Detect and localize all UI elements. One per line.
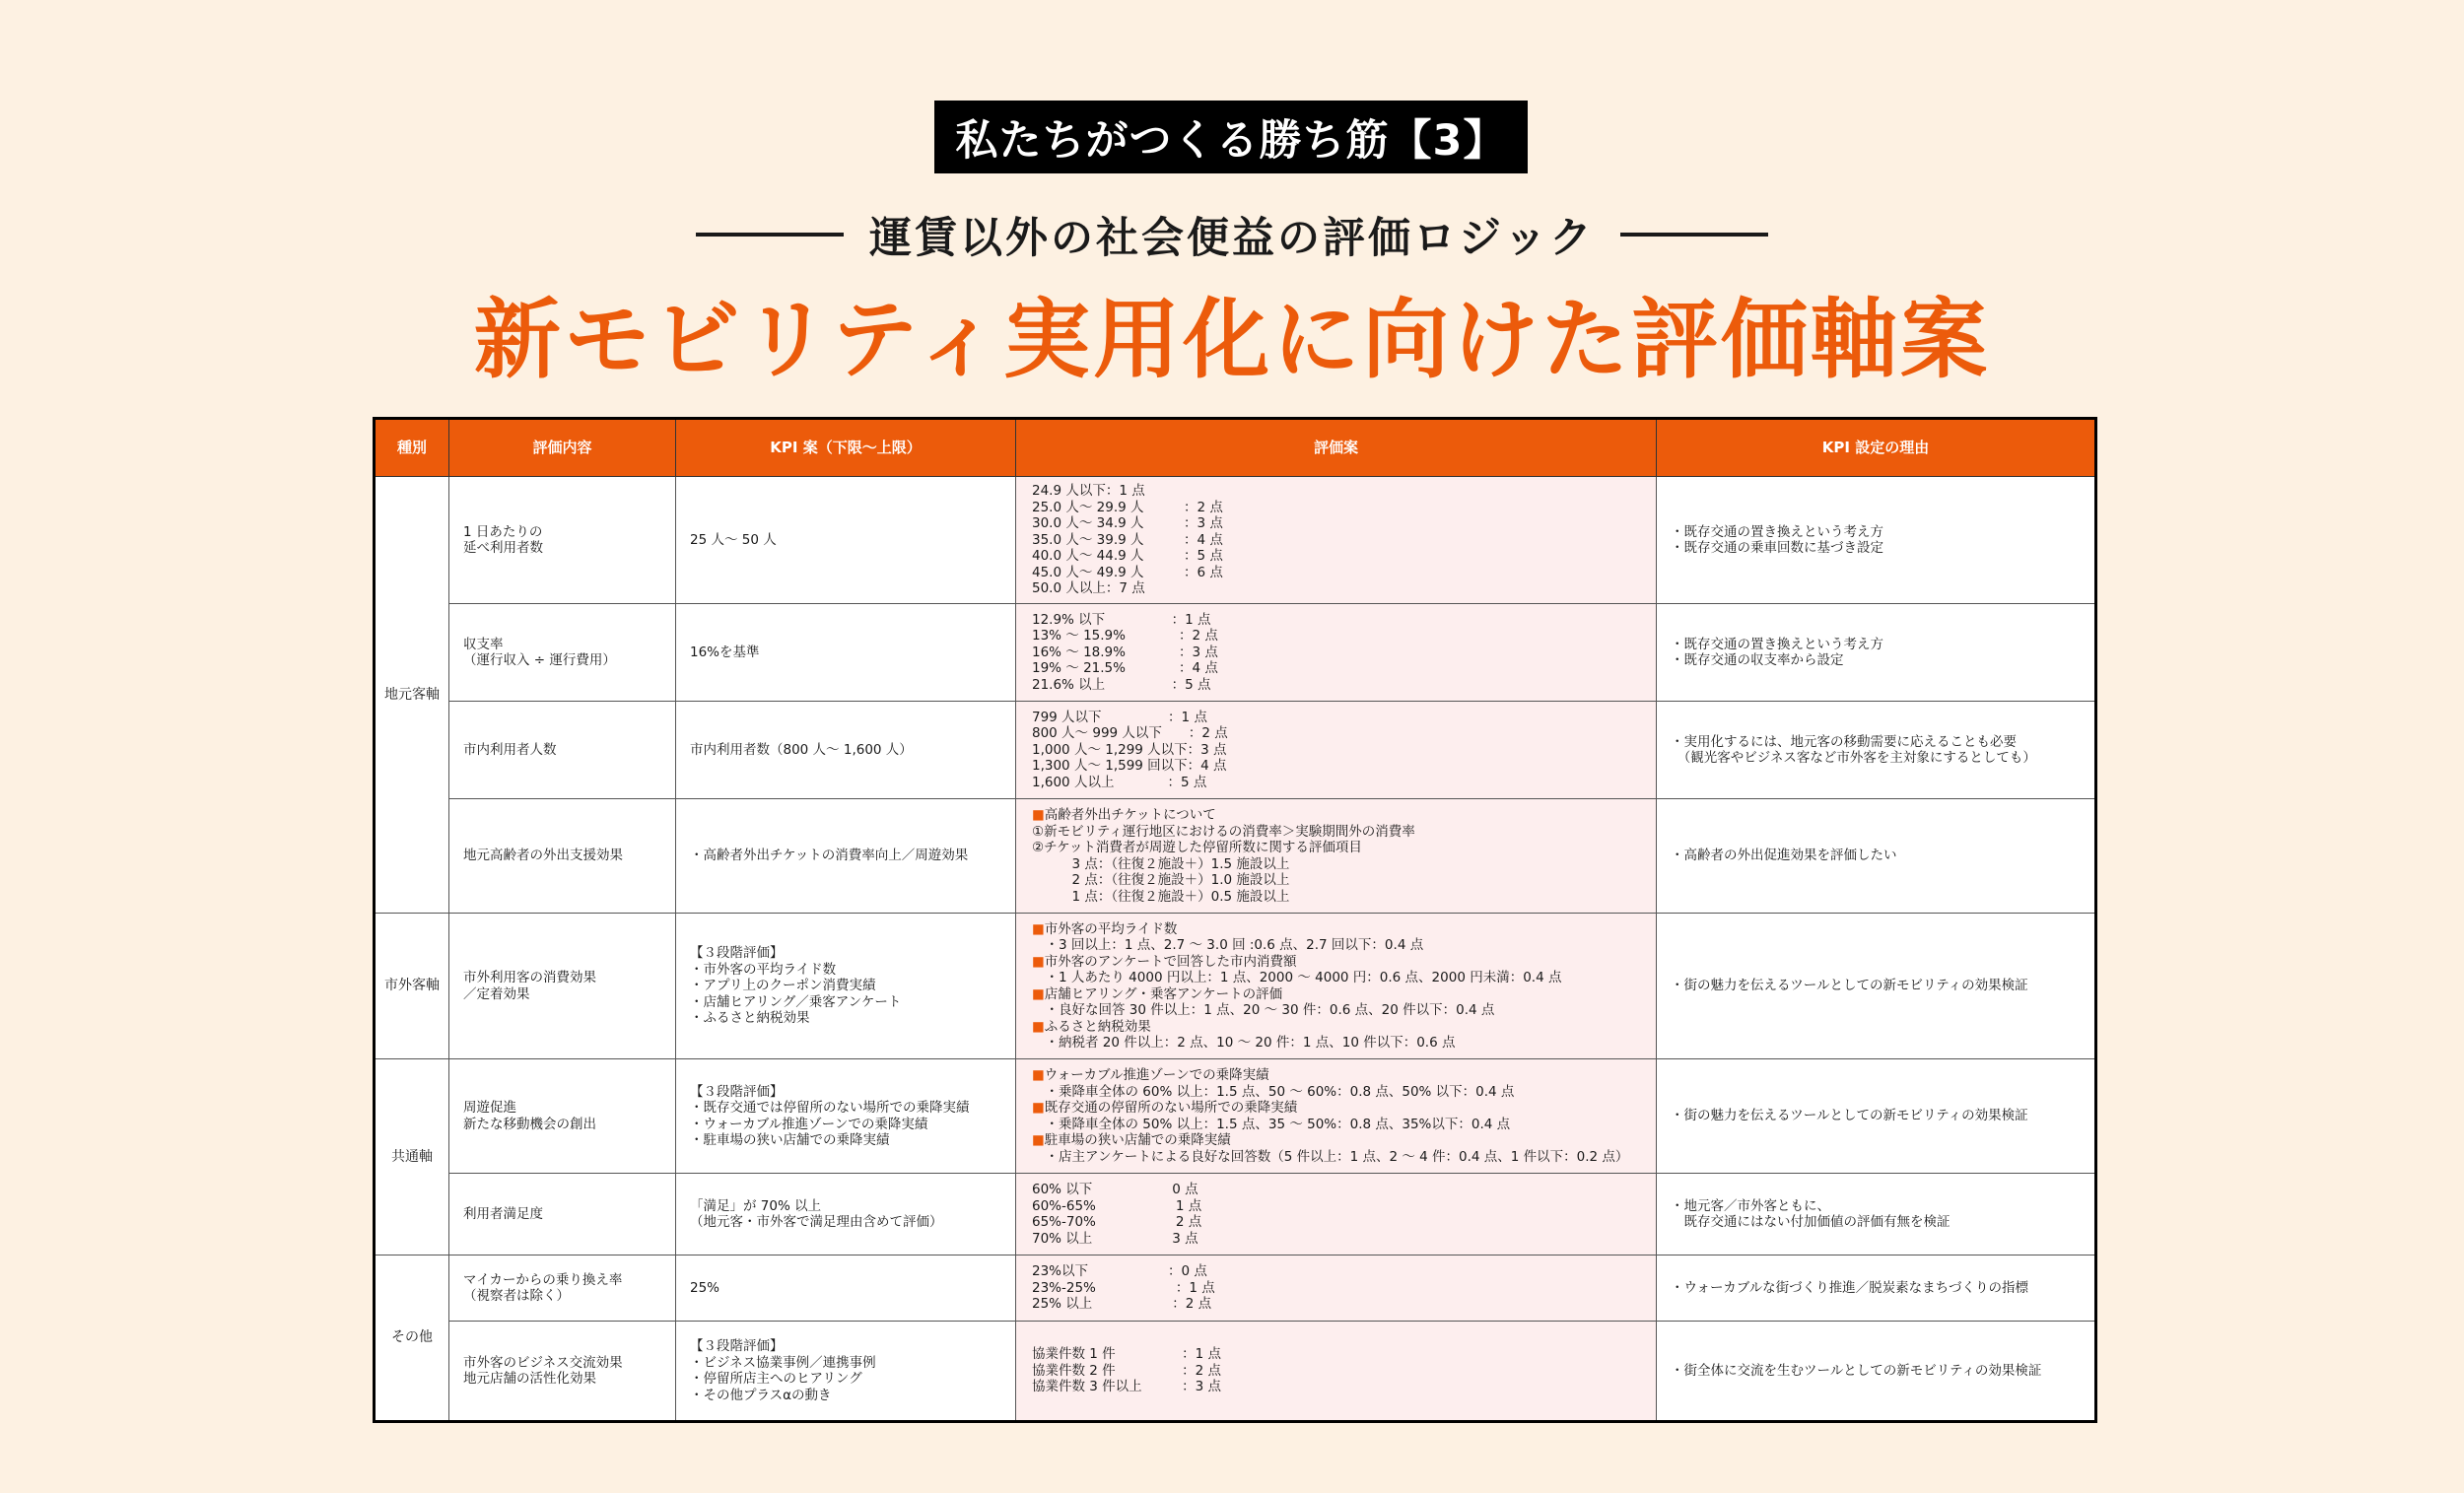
reason-cell: ・ウォーカブルな街づくり推進／脱炭素なまちづくりの指標 — [1657, 1255, 2096, 1322]
table-row — [375, 1059, 2096, 1174]
square-bullet-icon: ■ — [1032, 1067, 1045, 1083]
kpi-cell: ・高齢者外出チケットの消費率向上／周遊効果 — [676, 799, 1016, 914]
header-kpi: KPI 案（下限〜上限） — [676, 419, 1016, 477]
square-bullet-icon: ■ — [1032, 807, 1045, 823]
reason-cell: ・実用化するには、地元客の移動需要に応えることも必要 （観光客やビジネス客など市外客を主対象にするとしても） — [1657, 702, 2096, 799]
eval-cell: 12.9% 以下 ：1 点 13% 〜 15.9% ：2 点 16% 〜 18.9% ：3 点 19% 〜 21.5% ：4 点 21.6% 以上 ：5 点 — [1016, 604, 1657, 702]
kpi-cell: 【３段階評価】 ・ビジネス協業事例／連携事例 ・停留所店主へのヒアリング ・その他プラスαの動き — [676, 1322, 1016, 1422]
table-row — [375, 702, 2096, 799]
content-cell: 地元高齢者の外出支援効果 — [449, 799, 676, 914]
table-row — [375, 799, 2096, 914]
header-category: 種別 — [375, 419, 449, 477]
header-reason: KPI 設定の理由 — [1657, 419, 2096, 477]
main-title: 新モビリティ実用化に向けた評価軸案 — [473, 289, 1991, 390]
right-rule — [1620, 233, 1768, 237]
kpi-cell: 25% — [676, 1255, 1016, 1322]
section-badge: 私たちがつくる勝ち筋【3】 — [934, 101, 1528, 173]
content-cell: 市内利用者人数 — [449, 702, 676, 799]
reason-cell: ・街の魅力を伝えるツールとしての新モビリティの効果検証 — [1657, 1059, 2096, 1174]
square-bullet-icon: ■ — [1032, 1018, 1045, 1035]
eval-cell: ■高齢者外出チケットについて ①新モビリティ運行地区におけるの消費率＞実験期間外の消費率 ②チケット消費者が周遊した停留所数に関する評価項目 3 点：（往復２施設＋）1.5 施設以上 2 点：（往復２施設＋）1.0 施設以上 1 点：（往復２施設＋）0.5 施設以上 — [1016, 799, 1657, 914]
kpi-cell: 【３段階評価】 ・市外客の平均ライド数 ・アプリ上のクーポン消費実績 ・店舗ヒアリング／乗客アンケート ・ふるさと納税効果 — [676, 914, 1016, 1059]
eval-cell: 協業件数 1 件 ：1 点 協業件数 2 件 ：2 点 協業件数 3 件以上 ：3 点 — [1016, 1322, 1657, 1422]
square-bullet-icon: ■ — [1032, 953, 1045, 970]
kpi-cell: 「満足」が 70% 以上 （地元客・市外客で満足理由含めて評価） — [676, 1174, 1016, 1255]
content-cell: 収支率 （運行収入 ÷ 運行費用） — [449, 604, 676, 702]
table-row — [375, 1174, 2096, 1255]
eval-cell: 24.9 人以下：1 点 25.0 人〜 29.9 人 ：2 点 30.0 人〜 34.9 人 ：3 点 35.0 人〜 39.9 人 ：4 点 40.0 人〜 44.9 人 ：5 点 45.0 人〜 49.9 人 ：6 点 50.0 人以上：7 点 — [1016, 477, 1657, 604]
content-cell: 市外利用客の消費効果 ／定着効果 — [449, 914, 676, 1059]
kpi-cell: 市内利用者数（800 人〜 1,600 人） — [676, 702, 1016, 799]
table-row — [375, 1255, 2096, 1322]
content-cell: 1 日あたりの 延べ利用者数 — [449, 477, 676, 604]
subtitle-row — [680, 205, 1784, 264]
table-row — [375, 1322, 2096, 1422]
eval-cell: ■ウォーカブル推進ゾーンでの乗降実績 ・乗降車全体の 60% 以上：1.5 点、50 〜 60%：0.8 点、50% 以下：0.4 点 ■既存交通の停留所のない場所での乗降実績 ・乗降車全体の 50% 以上：1.5 点、35 〜 50%：0.8 点、35%以下：0.4 点 ■駐車場の狭い店舗での乗降実績 ・店主アンケートによる良好な回答数（5 件以上：1 点、2 〜 4 件：0.4 点、1 件以下：0.2 点） — [1016, 1059, 1657, 1174]
eval-cell: ■市外客の平均ライド数 ・3 回以上：1 点、2.7 〜 3.0 回 :0.6 点、2.7 回以下：0.4 点 ■市外客のアンケートで回答した市内消費額 ・1 人あたり 4000 円以上：1 点、2000 〜 4000 円：0.6 点、2000 円未満：0.4 点 ■店舗ヒアリング・乗客アンケートの評価 ・良好な回答 30 件以上：1 点、20 〜 30 件：0.6 点、20 件以下：0.4 点 ■ふるさと納税効果 ・納税者 20 件以上：2 点、10 〜 20 件：1 点、10 件以下：0.6 点 — [1016, 914, 1657, 1059]
eval-cell: 799 人以下 ：1 点 800 人〜 999 人以下 ：2 点 1,000 人〜 1,299 人以下：3 点 1,300 人〜 1,599 回以下：4 点 1,600 人以上 ：5 点 — [1016, 702, 1657, 799]
subtitle: 運賃以外の社会便益の評価ロジック — [869, 213, 1595, 263]
left-rule — [696, 233, 844, 237]
square-bullet-icon: ■ — [1032, 1100, 1045, 1116]
square-bullet-icon: ■ — [1032, 920, 1045, 937]
table-row — [375, 604, 2096, 702]
category-common: 共通軸 — [375, 1059, 449, 1255]
reason-cell: ・既存交通の置き換えという考え方 ・既存交通の収支率から設定 — [1657, 604, 2096, 702]
content-cell: 利用者満足度 — [449, 1174, 676, 1255]
square-bullet-icon: ■ — [1032, 985, 1045, 1002]
content-cell: 周遊促進 新たな移動機会の創出 — [449, 1059, 676, 1174]
reason-cell: ・既存交通の置き換えという考え方 ・既存交通の乗車回数に基づき設定 — [1657, 477, 2096, 604]
square-bullet-icon: ■ — [1032, 1132, 1045, 1148]
header-content: 評価内容 — [449, 419, 676, 477]
reason-cell: ・地元客／市外客ともに、 既存交通にはない付加価値の評価有無を検証 — [1657, 1174, 2096, 1255]
kpi-cell: 25 人〜 50 人 — [676, 477, 1016, 604]
table-row — [375, 477, 2096, 604]
content-cell: マイカーからの乗り換え率 （視察者は除く） — [449, 1255, 676, 1322]
category-other: その他 — [375, 1255, 449, 1422]
eval-cell: 23%以下 ：0 点 23%-25% ：1 点 25% 以上 ：2 点 — [1016, 1255, 1657, 1322]
kpi-cell: 【３段階評価】 ・既存交通では停留所のない場所での乗降実績 ・ウォーカブル推進ゾーンでの乗降実績 ・駐車場の狭い店舗での乗降実績 — [676, 1059, 1016, 1174]
header-evaluation: 評価案 — [1016, 419, 1657, 477]
table-header-row — [375, 419, 2096, 477]
category-visitor: 市外客軸 — [375, 914, 449, 1059]
reason-cell: ・街の魅力を伝えるツールとしての新モビリティの効果検証 — [1657, 914, 2096, 1059]
table-row — [375, 914, 2096, 1059]
reason-cell: ・高齢者の外出促進効果を評価したい — [1657, 799, 2096, 914]
category-local: 地元客軸 — [375, 477, 449, 914]
kpi-cell: 16%を基準 — [676, 604, 1016, 702]
reason-cell: ・街全体に交流を生むツールとしての新モビリティの効果検証 — [1657, 1322, 2096, 1422]
eval-cell: 60% 以下 0 点 60%-65% 1 点 65%-70% 2 点 70% 以上 3 点 — [1016, 1174, 1657, 1255]
evaluation-table — [373, 417, 2097, 1423]
content-cell: 市外客のビジネス交流効果 地元店舗の活性化効果 — [449, 1322, 676, 1422]
